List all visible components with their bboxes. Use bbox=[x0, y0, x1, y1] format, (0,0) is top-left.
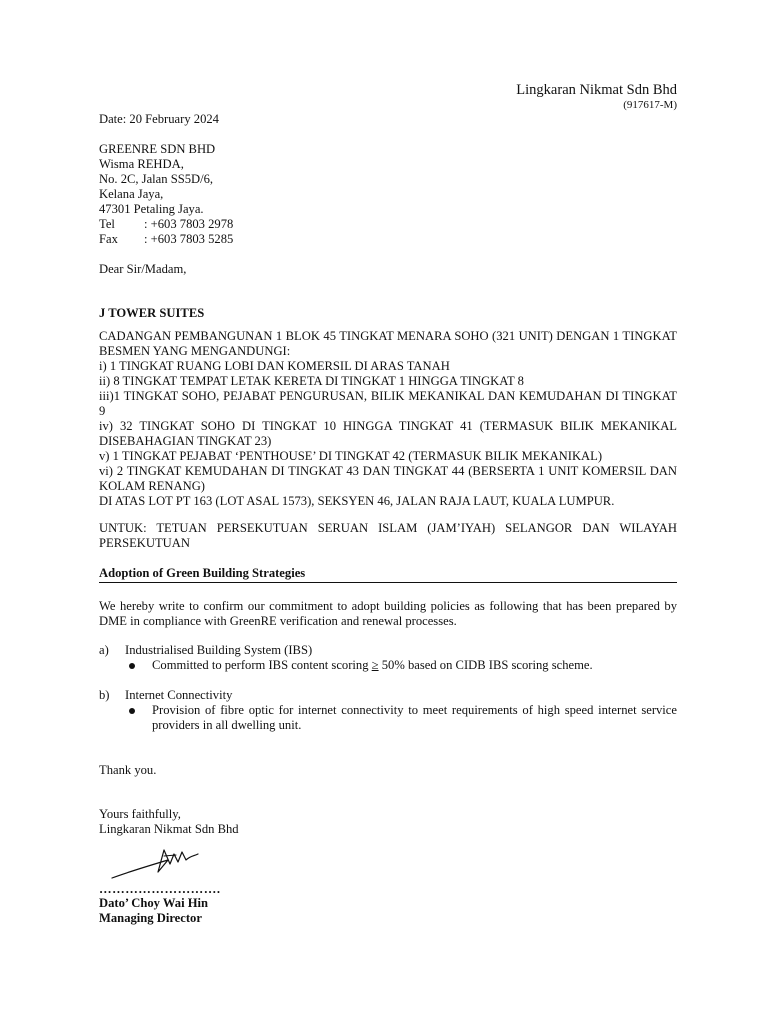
intro-line: We hereby write to confirm our commitment to adopt building policies as following that has been prepared by bbox=[99, 599, 677, 613]
bullet-text-pre: Committed to perform IBS content scoring bbox=[152, 658, 372, 672]
description-line: BESMEN YANG MENGANDUNGI: bbox=[99, 344, 291, 358]
project-title: J TOWER SUITES bbox=[99, 306, 205, 320]
tel-label: Tel bbox=[99, 217, 115, 231]
recipient-fax bbox=[99, 232, 677, 247]
recipient-address bbox=[99, 142, 677, 247]
description-line: 9 bbox=[99, 404, 106, 418]
description-line: ii) 8 TINGKAT TEMPAT LETAK KERETA DI TINGKAT 1 HINGGA TINGKAT 8 bbox=[99, 374, 524, 388]
untuk-line: PERSEKUTUAN bbox=[99, 536, 190, 550]
thank-you: Thank you. bbox=[99, 763, 157, 777]
description-line: v) 1 TINGKAT PEJABAT ‘PENTHOUSE’ DI TINGKAT 42 (TERMASUK BILIK MEKANIKAL) bbox=[99, 449, 603, 463]
tel-value: : +603 7803 2978 bbox=[144, 217, 234, 231]
description-line: CADANGAN PEMBANGUNAN 1 BLOK 45 TINGKAT MENARA SOHO (321 UNIT) DENGAN 1 TINGKAT bbox=[99, 329, 677, 343]
description-line: iii)1 TINGKAT SOHO, PEJABAT PENGURUSAN, BILIK MEKANIKAL DAN KEMUDAHAN DI TINGKAT bbox=[99, 389, 677, 403]
letterhead-company: Lingkaran Nikmat Sdn Bhd bbox=[516, 82, 677, 98]
list-item bbox=[99, 688, 677, 703]
bullet-item bbox=[126, 658, 677, 673]
signatory-name: Dato’ Choy Wai Hin bbox=[99, 896, 209, 910]
letter-date: Date: 20 February 2024 bbox=[99, 112, 219, 126]
list-marker: a) bbox=[99, 643, 109, 657]
fax-label: Fax bbox=[99, 232, 118, 246]
recipient-line: Wisma REHDA, bbox=[99, 157, 184, 171]
recipient-line: Kelana Jaya, bbox=[99, 187, 164, 201]
fax-value: : +603 7803 5285 bbox=[144, 232, 234, 246]
list-item bbox=[99, 643, 677, 658]
untuk-statement bbox=[99, 521, 677, 551]
recipient-line: No. 2C, Jalan SS5D/6, bbox=[99, 172, 214, 186]
bullet-text bbox=[152, 703, 677, 733]
list-item-title: Industrialised Building System (IBS) bbox=[125, 643, 313, 657]
intro-line: DME in compliance with GreenRE verification and renewal processes. bbox=[99, 614, 457, 628]
signature-dots: ………………………. bbox=[99, 882, 221, 896]
bullet-icon bbox=[129, 663, 135, 669]
bullet-text bbox=[152, 658, 677, 673]
bullet-item bbox=[126, 703, 677, 733]
letterhead bbox=[516, 81, 677, 112]
description-line: KOLAM RENANG) bbox=[99, 479, 205, 493]
signatory-position: Managing Director bbox=[99, 911, 202, 925]
bullet-text-symbol: ≥ bbox=[371, 658, 379, 672]
description-line: vi) 2 TINGKAT KEMUDAHAN DI TINGKAT 43 DAN TINGKAT 44 (BERSERTA 1 UNIT KOMERSIL DAN bbox=[99, 464, 677, 478]
project-description bbox=[99, 329, 677, 509]
letterhead-registration: (917617-M) bbox=[623, 99, 677, 111]
section-heading: Adoption of Green Building Strategies bbox=[99, 566, 677, 583]
closing-company: Lingkaran Nikmat Sdn Bhd bbox=[99, 822, 239, 836]
closing-block bbox=[99, 807, 677, 837]
description-line: DISEBAHAGIAN TINGKAT 23) bbox=[99, 434, 272, 448]
description-line: DI ATAS LOT PT 163 (LOT ASAL 1573), SEKSYEN 46, JALAN RAJA LAUT, KUALA LUMPUR. bbox=[99, 494, 615, 508]
list-marker: b) bbox=[99, 688, 110, 702]
bullet-text-post: 50% based on CIDB IBS scoring scheme. bbox=[378, 658, 593, 672]
bullet-text-line: Provision of fibre optic for internet connectivity to meet requirements of high speed internet service bbox=[152, 703, 677, 717]
closing-yours: Yours faithfully, bbox=[99, 807, 181, 821]
description-line: iv) 32 TINGKAT SOHO DI TINGKAT 10 HINGGA TINGKAT 41 (TERMASUK BILIK MEKANIKAL bbox=[99, 419, 677, 433]
bullet-text-line: providers in all dwelling unit. bbox=[152, 718, 302, 732]
recipient-line: GREENRE SDN BHD bbox=[99, 142, 216, 156]
untuk-line: UNTUK: TETUAN PERSEKUTUAN SERUAN ISLAM (JAM’IYAH) SELANGOR DAN WILAYAH bbox=[99, 521, 677, 535]
signature-image bbox=[108, 842, 208, 882]
intro-paragraph bbox=[99, 599, 677, 629]
recipient-line: 47301 Petaling Jaya. bbox=[99, 202, 204, 216]
list-item-title: Internet Connectivity bbox=[125, 688, 233, 702]
salutation: Dear Sir/Madam, bbox=[99, 262, 187, 276]
bullet-icon bbox=[129, 708, 135, 714]
recipient-tel bbox=[99, 217, 677, 232]
description-line: i) 1 TINGKAT RUANG LOBI DAN KOMERSIL DI ARAS TANAH bbox=[99, 359, 450, 373]
